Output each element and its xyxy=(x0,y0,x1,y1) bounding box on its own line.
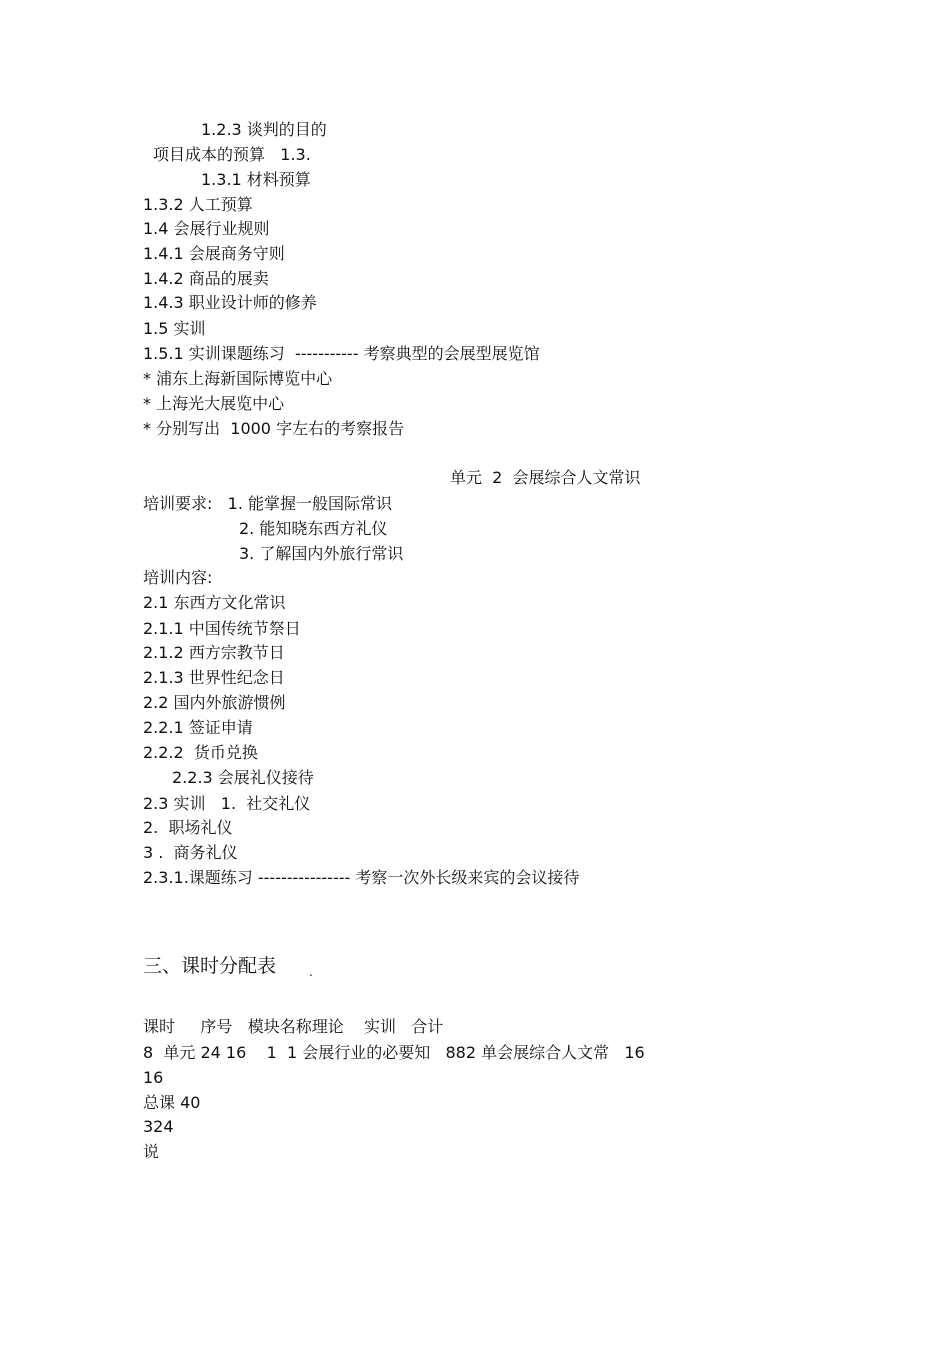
etiquette-business: 3 . 商务礼仪 xyxy=(143,843,238,862)
hours-table-row: 16 xyxy=(143,1068,164,1087)
outline-2-2-2: 2.2.2 货币兑换 xyxy=(143,743,258,762)
outline-2-1: 2.1 东西方文化常识 xyxy=(143,593,286,612)
outline-2-3-1: 2.3.1.课题练习 ---------------- 考察一次外长级来宾的会议接待 xyxy=(143,868,580,887)
section-3-heading: 三、课时分配表 xyxy=(143,955,277,977)
outline-2-3: 2.3 实训 1. 社交礼仪 xyxy=(143,794,311,813)
training-requirement-2: 2. 能知晓东西方礼仪 xyxy=(239,519,388,538)
outline-2-1-3: 2.1.3 世界性纪念日 xyxy=(143,668,285,687)
hours-table-row: 8 单元 24 16 1 1 会展行业的必要知 882 单会展综合人文常 16 xyxy=(143,1043,645,1062)
hours-table-total: 总课 40 xyxy=(143,1093,201,1112)
etiquette-workplace: 2. 职场礼仪 xyxy=(143,818,233,837)
outline-1-4-1: 1.4.1 会展商务守则 xyxy=(143,244,285,263)
outline-2-1-2: 2.1.2 西方宗教节日 xyxy=(143,643,285,662)
training-requirement-3: 3. 了解国内外旅行常识 xyxy=(239,544,404,563)
training-requirement-1: 培训要求: 1. 能掌握一般国际常识 xyxy=(143,494,393,513)
hours-table-header: 课时 序号 模块名称理论 实训 合计 xyxy=(143,1017,444,1036)
bullet-everbright-center: * 上海光大展览中心 xyxy=(143,394,285,413)
unit-2-title: 单元 2 会展综合人文常识 xyxy=(450,468,641,487)
section-3-heading-dot: . xyxy=(309,965,313,979)
outline-1-4: 1.4 会展行业规则 xyxy=(143,219,270,238)
training-content-label: 培训内容: xyxy=(143,568,213,587)
outline-1-3-1: 1.3.1 材料预算 xyxy=(201,170,311,189)
outline-2-1-1: 2.1.1 中国传统节祭日 xyxy=(143,619,301,638)
outline-1-5-1: 1.5.1 实训课题练习 ----------- 考察典型的会展型展览馆 xyxy=(143,344,540,363)
outline-2-2-1: 2.2.1 签证申请 xyxy=(143,718,253,737)
notes-label: 说 xyxy=(143,1142,160,1161)
outline-2-2: 2.2 国内外旅游惯例 xyxy=(143,693,286,712)
outline-1-2-3: 1.2.3 谈判的目的 xyxy=(201,120,327,139)
outline-1-4-3: 1.4.3 职业设计师的修养 xyxy=(143,293,317,312)
outline-project-budget: 项目成本的预算 1.3. xyxy=(153,145,311,164)
bullet-pudong-expo: * 浦东上海新国际博览中心 xyxy=(143,369,333,388)
outline-1-4-2: 1.4.2 商品的展卖 xyxy=(143,269,269,288)
outline-2-2-3: 2.2.3 会展礼仪接待 xyxy=(172,768,314,787)
outline-1-3-2: 1.3.2 人工预算 xyxy=(143,195,253,214)
bullet-report: * 分别写出 1000 字左右的考察报告 xyxy=(143,419,405,438)
outline-1-5: 1.5 实训 xyxy=(143,319,206,338)
hours-table-row: 324 xyxy=(143,1117,174,1136)
